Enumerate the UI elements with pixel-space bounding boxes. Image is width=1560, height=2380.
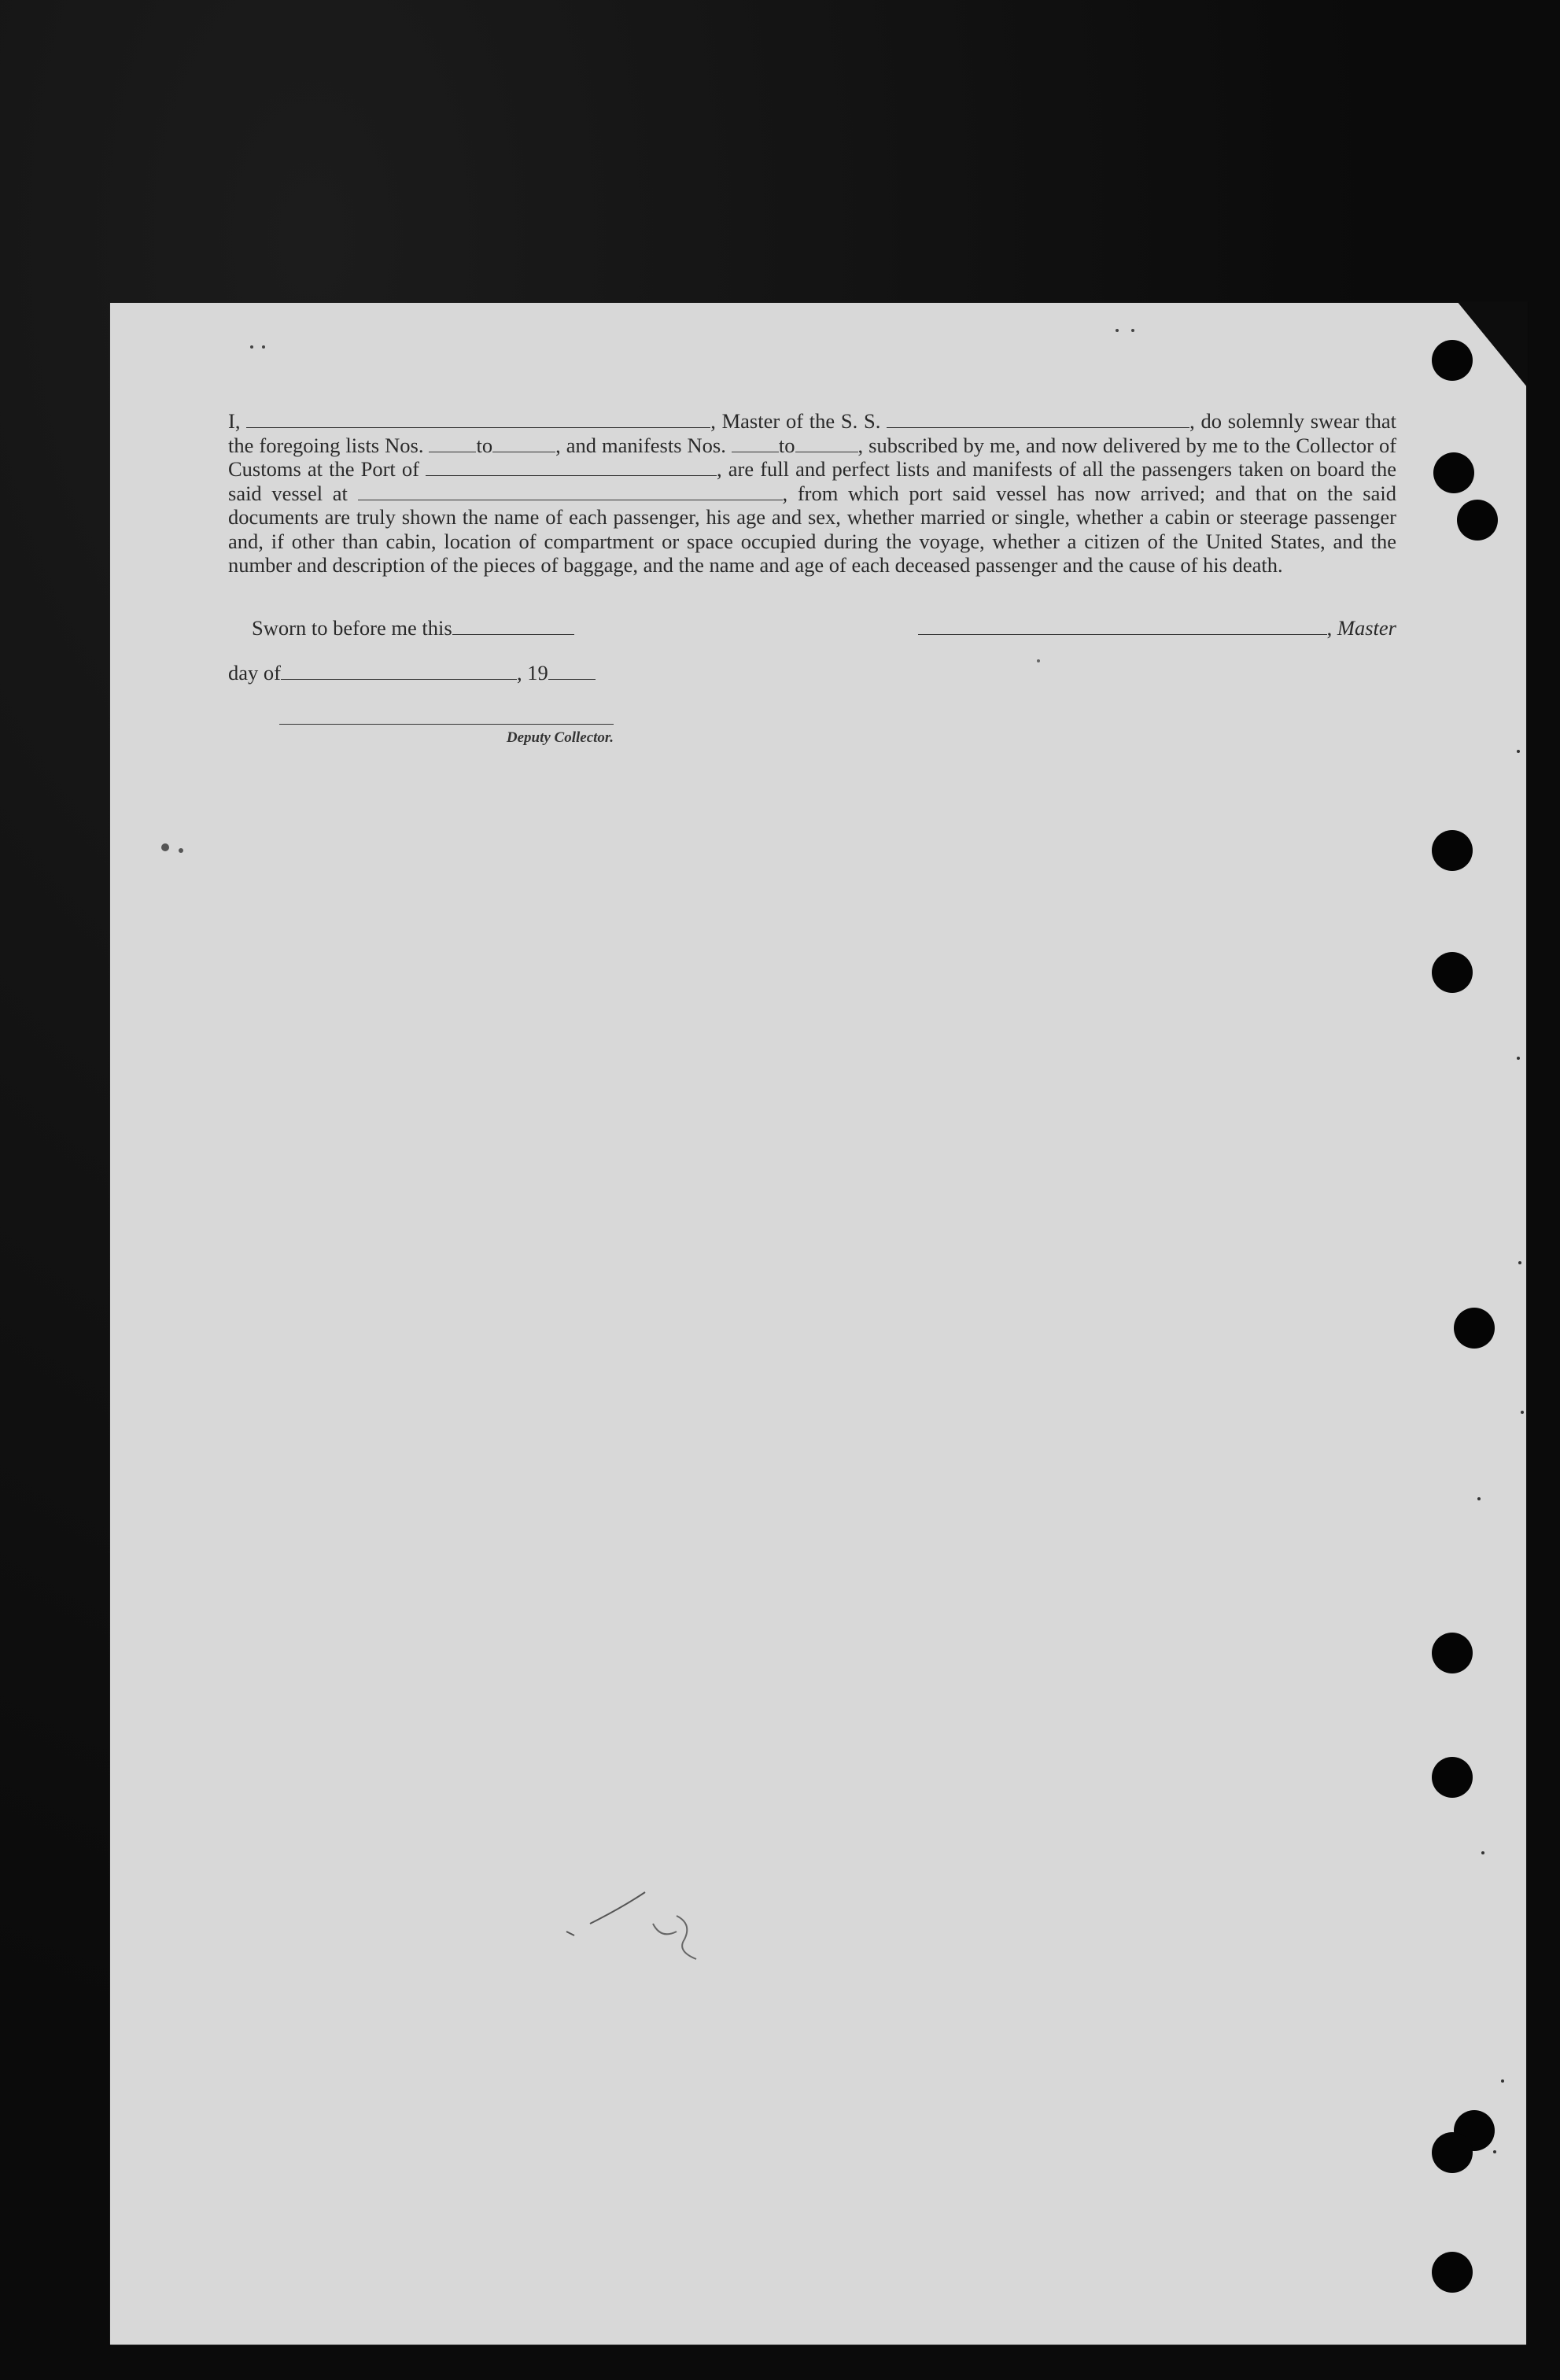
day-of-label: day of xyxy=(228,661,281,684)
master-label: Master xyxy=(1337,616,1396,640)
binder-hole xyxy=(1432,340,1473,381)
oath-do-solemnly: , do solemnly swear that the foregoing lists Nos. xyxy=(228,409,1397,457)
binder-hole xyxy=(1432,1757,1473,1798)
binder-hole xyxy=(1432,952,1473,993)
year-prefix: , 19 xyxy=(516,661,548,684)
oath-and-manifests: , and manifests Nos. xyxy=(555,433,726,457)
oath-master-of-ss: , Master of the S. S. xyxy=(710,409,881,433)
deputy-collector-label: Deputy Collector. xyxy=(506,729,614,746)
oath-subscribed: , subscribed by me, and now delivered by me to the Collector of Customs at the Port of xyxy=(228,433,1397,481)
oath-to-2: to xyxy=(778,433,795,457)
binder-hole xyxy=(1433,452,1474,493)
binder-hole xyxy=(1432,830,1473,871)
scan-specks xyxy=(110,303,1526,2345)
sworn-label: Sworn to before me this xyxy=(252,616,452,640)
binder-hole xyxy=(1432,2252,1473,2293)
binder-hole xyxy=(1432,1633,1473,1673)
master-comma: , xyxy=(1326,616,1337,640)
binder-hole xyxy=(1432,2132,1473,2173)
oath-to-1: to xyxy=(476,433,493,457)
oath-from-which: , from which port said vessel has now arrived; and that on the said documents are truly shown the name of each passenger, his age and sex, whether married or single, whether a cabin or steerage passenger and, if other than cabin, location of compartment or space occupied during the voyage, whether a citizen of the United States, and the number and description of the pieces of baggage, and the name and age of each deceased passenger and the cause of his death. xyxy=(228,481,1396,577)
binder-hole xyxy=(1454,1308,1495,1349)
oath-are-full: , are full and perfect lists and manifests of all the passengers taken on board the said vessel at xyxy=(228,457,1397,505)
oath-open: I, xyxy=(228,409,241,433)
binder-hole xyxy=(1457,500,1498,541)
manifest-page xyxy=(110,303,1526,2345)
